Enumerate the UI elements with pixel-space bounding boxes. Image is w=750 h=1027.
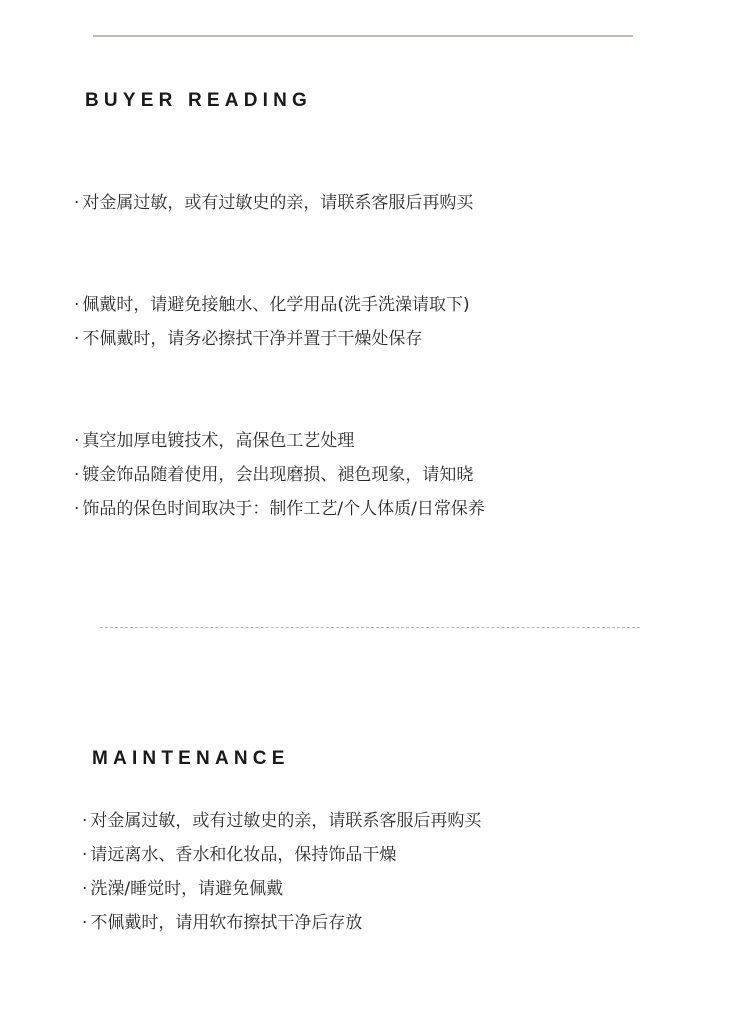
bullet-dot: · [74, 193, 80, 213]
buyer-reading-item: · 饰品的保色时间取决于：制作工艺/个人体质/日常保养 [74, 499, 485, 519]
bullet-dot: · [82, 879, 88, 899]
top-divider [93, 35, 633, 37]
bullet-dot: · [82, 845, 88, 865]
dashed-divider [100, 627, 640, 628]
bullet-dot: · [74, 499, 80, 519]
bullet-dot: · [82, 913, 88, 933]
buyer-reading-item: · 镀金饰品随着使用，会出现磨损、褪色现象，请知晓 [74, 465, 474, 485]
maintenance-item: · 洗澡/睡觉时，请避免佩戴 [82, 879, 284, 899]
maintenance-item: · 对金属过敏，或有过敏史的亲，请联系客服后再购买 [82, 811, 482, 831]
bullet-dot: · [74, 465, 80, 485]
buyer-reading-item: · 不佩戴时，请务必擦拭干净并置于干燥处保存 [74, 329, 423, 349]
buyer-reading-item: · 真空加厚电镀技术，高保色工艺处理 [74, 431, 355, 451]
buyer-reading-heading: BUYER READING [85, 90, 313, 111]
maintenance-heading: MAINTENANCE [92, 748, 290, 769]
bullet-dot: · [82, 811, 88, 831]
bullet-dot: · [74, 329, 80, 349]
bullet-dot: · [74, 431, 80, 451]
buyer-reading-item: · 佩戴时，请避免接触水、化学用品(洗手洗澡请取下) [74, 295, 470, 315]
maintenance-item: · 请远离水、香水和化妆品，保持饰品干燥 [82, 845, 397, 865]
maintenance-item: · 不佩戴时，请用软布擦拭干净后存放 [82, 913, 363, 933]
bullet-dot: · [74, 295, 80, 315]
buyer-reading-item: · 对金属过敏，或有过敏史的亲，请联系客服后再购买 [74, 193, 474, 213]
